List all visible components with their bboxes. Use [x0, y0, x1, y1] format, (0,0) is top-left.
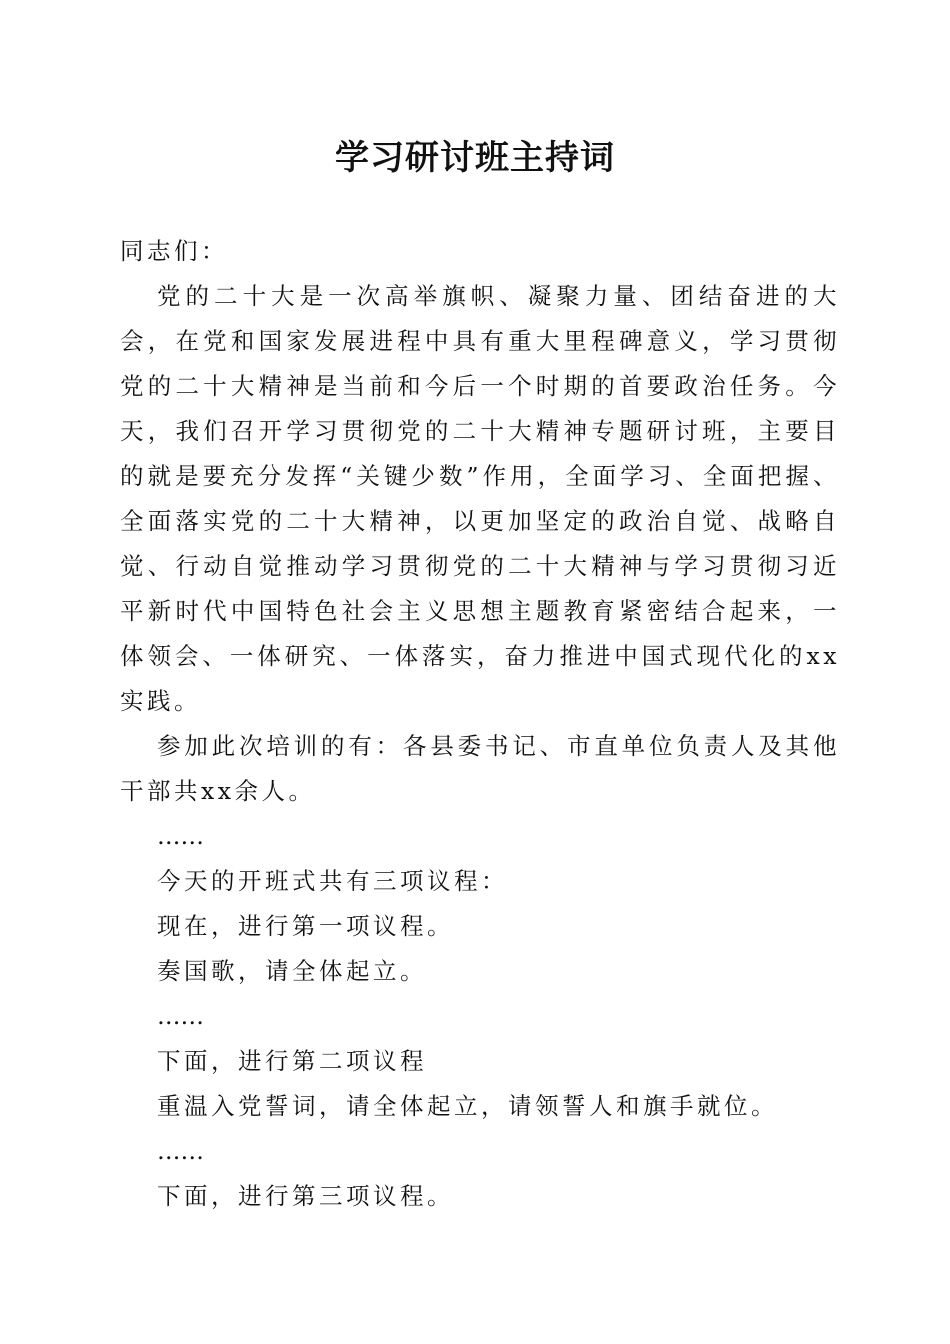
salutation: 同志们：: [120, 237, 228, 265]
ellipsis-3: ……: [157, 1137, 204, 1165]
paragraph-agenda-item-3: 下面，进行第三项议程。: [157, 1182, 454, 1210]
paragraph-agenda-item-1: 现在，进行第一项议程。: [157, 912, 454, 940]
paragraph-attendees: 参加此次培训的有：各县委书记、市直单位负责人及其他干部共xx余人。: [120, 732, 840, 805]
paragraph-agenda-intro: 今天的开班式共有三项议程：: [157, 867, 508, 895]
paragraph-intro: 党的二十大是一次高举旗帜、凝聚力量、团结奋进的大会，在党和国家发展进程中具有重大里程碑意义，学习贯彻党的二十大精神是当前和今后一个时期的首要政治任务。今天，我们召开学习贯彻党的二十大精神专题研讨班，主要目的就是要充分发挥“关键少数”作用，全面学习、全面把握、全面落实党的二十大精神，以更加坚定的政治自觉、战略自觉、行动自觉推动学习贯彻党的二十大精神与学习贯彻习近平新时代中国特色社会主义思想主题教育紧密结合起来，一体领会、一体研究、一体落实，奋力推进中国式现代化的xx实践。: [120, 282, 840, 715]
ellipsis-1: ……: [157, 822, 204, 850]
paragraph-oath: 重温入党誓词，请全体起立，请领誓人和旗手就位。: [157, 1092, 778, 1120]
paragraph-national-anthem: 奏国歌，请全体起立。: [157, 957, 427, 985]
ellipsis-2: ……: [157, 1002, 204, 1030]
document-body: [120, 229, 840, 1219]
document-title: 学习研讨班主持词: [335, 138, 615, 178]
paragraph-agenda-item-2: 下面，进行第二项议程: [157, 1047, 427, 1075]
